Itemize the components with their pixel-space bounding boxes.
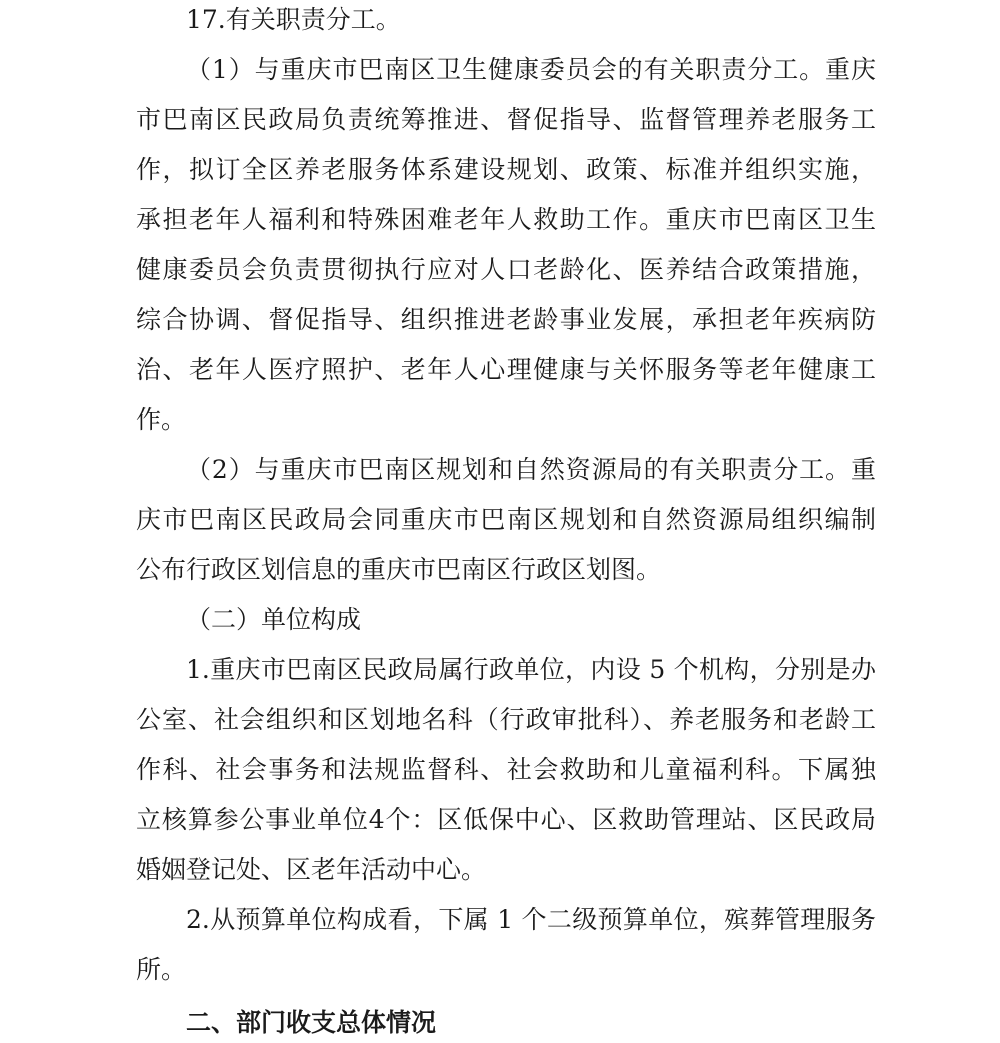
paragraph-line: 市巴南区民政局负责统筹推进、督促指导、监督管理养老服务工 [136,105,876,134]
paragraph-line: 治、老年人医疗照护、老年人心理健康与关怀服务等老年健康工 [136,355,876,384]
paragraph-line: 所。 [136,955,187,984]
paragraph-line: 健康委员会负责贯彻执行应对人口老龄化、医养结合政策措施， [136,255,876,284]
subsection-heading: （二）单位构成 [186,605,362,634]
section-item-17: 17.有关职责分工。 [186,5,401,34]
paragraph-line: 庆市巴南区民政局会同重庆市巴南区规划和自然资源局组织编制 [136,505,876,534]
paragraph-line: （2）与重庆市巴南区规划和自然资源局的有关职责分工。重 [186,455,876,484]
paragraph-line: 立核算参公事业单位4个：区低保中心、区救助管理站、区民政局 [136,805,876,834]
paragraph-line: 1.重庆市巴南区民政局属行政单位，内设 5 个机构，分别是办 [186,655,876,684]
paragraph-line: 作，拟订全区养老服务体系建设规划、政策、标准并组织实施， [136,155,876,184]
paragraph-line: 2.从预算单位构成看，下属 1 个二级预算单位，殡葬管理服务 [186,905,876,934]
paragraph-line: 公布行政区划信息的重庆市巴南区行政区划图。 [136,555,662,584]
paragraph-line: 作。 [136,405,187,434]
paragraph-line: 综合协调、督促指导、组织推进老龄事业发展，承担老年疾病防 [136,305,876,334]
paragraph-line: 作科、社会事务和法规监督科、社会救助和儿童福利科。下属独 [136,755,876,784]
paragraph-line: 婚姻登记处、区老年活动中心。 [136,855,487,884]
paragraph-line: （1）与重庆市巴南区卫生健康委员会的有关职责分工。重庆 [186,55,876,84]
paragraph-line: 承担老年人福利和特殊困难老年人救助工作。重庆市巴南区卫生 [136,205,876,234]
section-heading: 二、部门收支总体情况 [186,1008,437,1037]
paragraph-line: 公室、社会组织和区划地名科（行政审批科）、养老服务和老龄工 [136,705,876,734]
